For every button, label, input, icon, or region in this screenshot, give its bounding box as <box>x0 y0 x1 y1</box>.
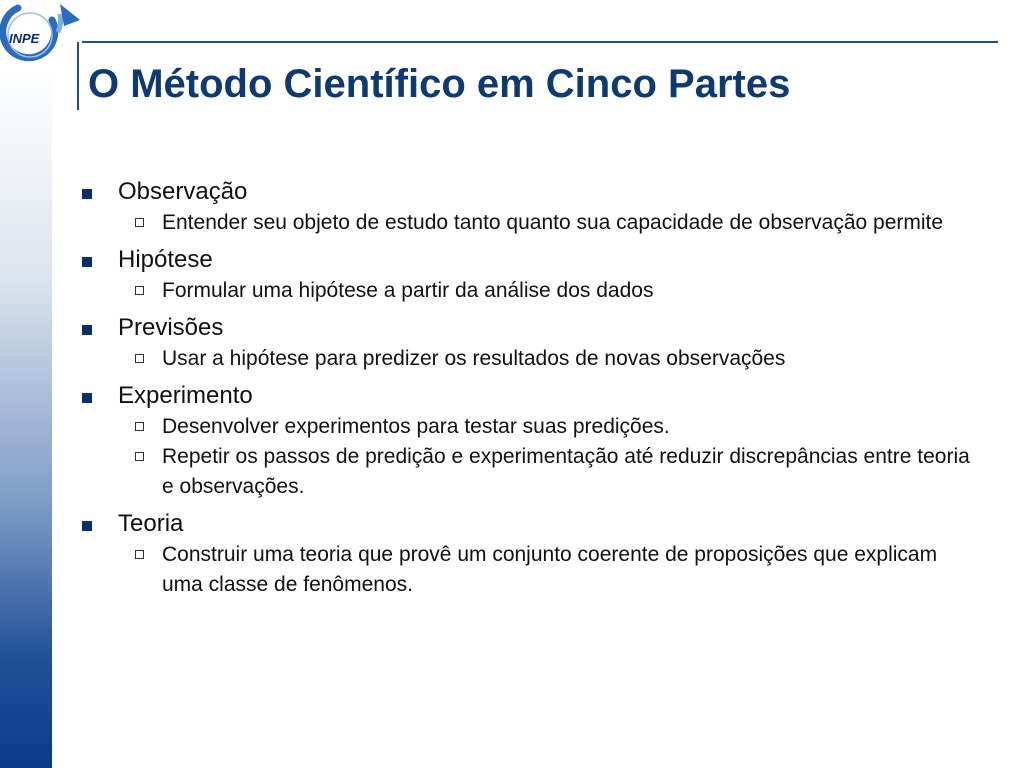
bullet-label: Experimento <box>118 382 253 409</box>
subbullet-text: Usar a hipótese para predizer os resultados de novas observações <box>162 347 786 370</box>
hollow-square-bullet-icon <box>135 422 144 431</box>
bullet-hipotese <box>82 244 972 276</box>
hollow-square-bullet-icon <box>135 354 144 363</box>
hollow-square-bullet-icon <box>135 452 144 461</box>
bullet-teoria <box>82 508 972 540</box>
subbullet-text: Repetir os passos de predição e experimentação até reduzir discrepâncias entre teoria e observações. <box>162 445 970 498</box>
bullet-label: Hipótese <box>118 246 213 273</box>
bullet-observacao <box>82 176 972 208</box>
subbullet-teoria-1 <box>82 540 972 600</box>
subbullet-hipotese-1 <box>82 276 972 306</box>
slide-title: O Método Científico em Cinco Partes <box>88 62 791 106</box>
bullet-label: Teoria <box>118 510 184 537</box>
hollow-square-bullet-icon <box>135 550 144 559</box>
filled-square-bullet-icon <box>82 257 92 267</box>
filled-square-bullet-icon <box>82 189 92 199</box>
bullet-label: Previsões <box>118 314 224 341</box>
subbullet-previsoes-1 <box>82 344 972 374</box>
filled-square-bullet-icon <box>82 325 92 335</box>
header-rule <box>82 41 998 43</box>
filled-square-bullet-icon <box>82 393 92 403</box>
bullet-label: Observação <box>118 178 248 205</box>
bullet-list <box>82 176 972 600</box>
bullet-experimento <box>82 380 972 412</box>
subbullet-experimento-1 <box>82 412 972 442</box>
bullet-previsoes <box>82 312 972 344</box>
subbullet-text: Desenvolver experimentos para testar suas predições. <box>162 415 670 438</box>
hollow-square-bullet-icon <box>135 286 144 295</box>
logo-text: INPE <box>9 31 40 46</box>
subbullet-experimento-2 <box>82 442 972 502</box>
subbullet-text: Construir uma teoria que provê um conjunto coerente de proposições que explicam uma classe de fenômenos. <box>162 543 938 596</box>
hollow-square-bullet-icon <box>135 218 144 227</box>
filled-square-bullet-icon <box>82 521 92 531</box>
left-gradient-band <box>0 70 52 768</box>
subbullet-text: Entender seu objeto de estudo tanto quanto sua capacidade de observação permite <box>162 211 944 234</box>
subbullet-observacao-1 <box>82 208 972 238</box>
subbullet-text: Formular uma hipótese a partir da análise dos dados <box>162 279 654 302</box>
inpe-logo-icon <box>0 0 88 72</box>
